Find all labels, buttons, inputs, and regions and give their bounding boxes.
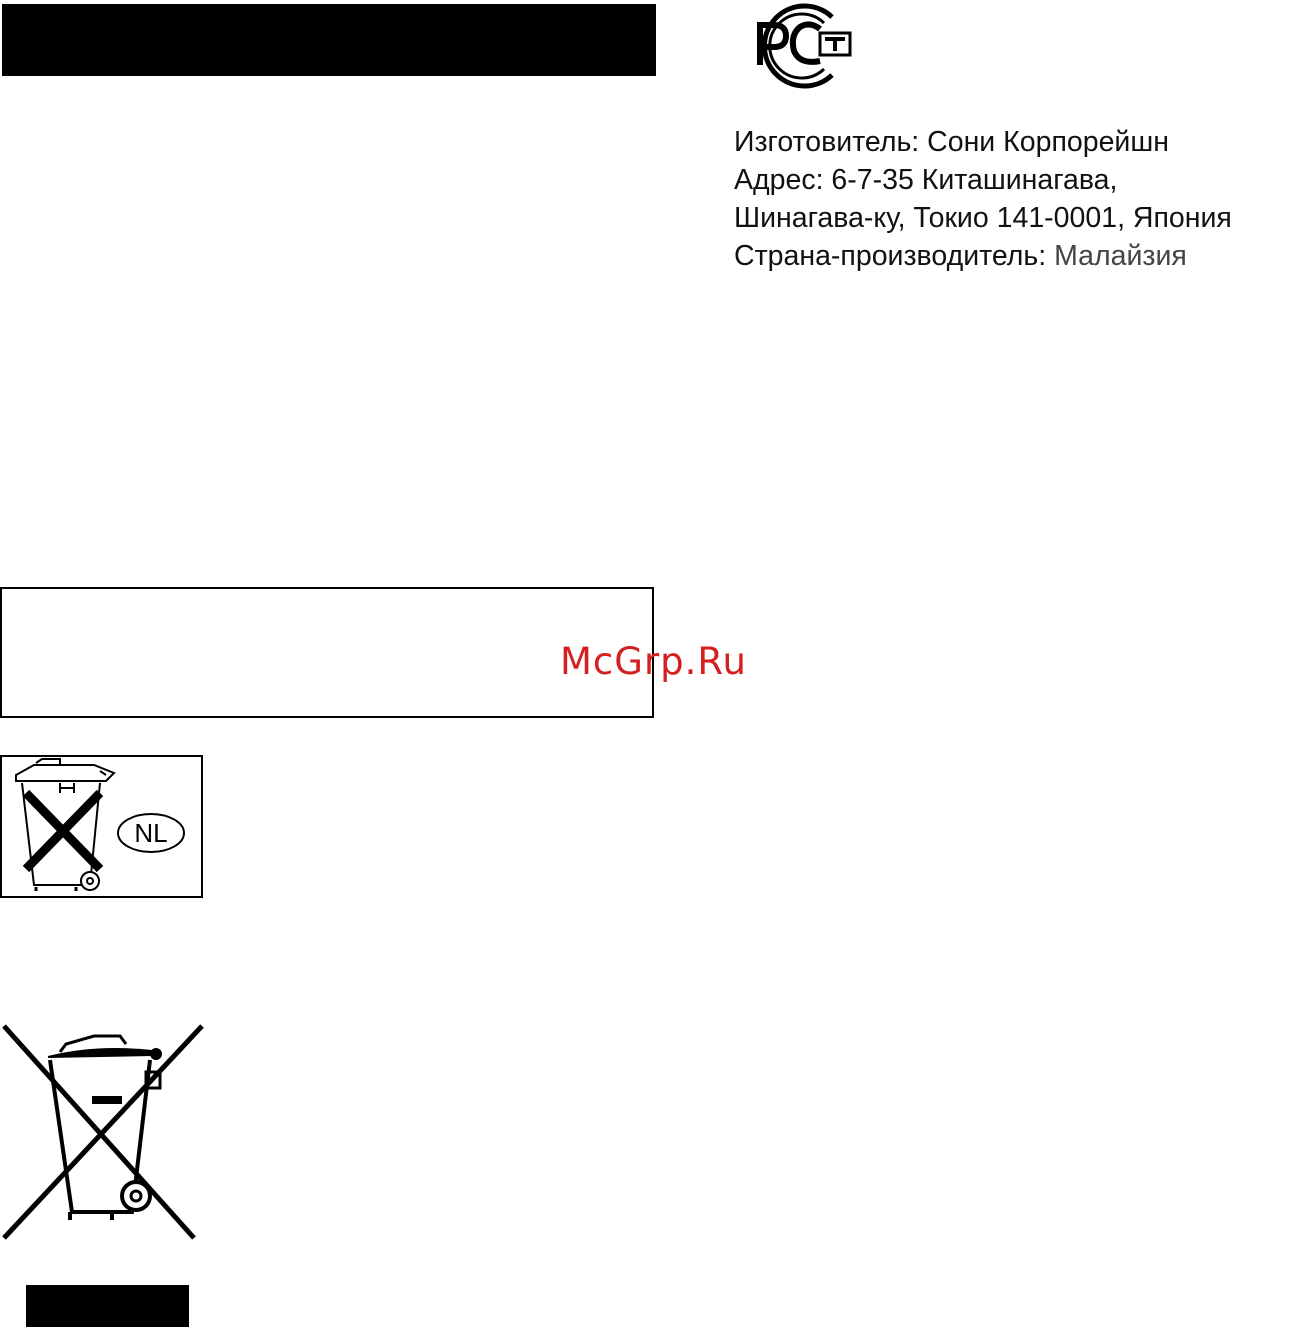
manufacturer-info [734, 123, 1232, 275]
nl-oval [116, 811, 186, 855]
watermark-text: McGrp.Ru [560, 640, 747, 683]
address-line: Адрес: 6-7-35 Киташинагава, [734, 164, 1118, 196]
weee-crossed-bin-icon [0, 1022, 206, 1244]
country-line [734, 237, 1232, 275]
country-value: Малайзия [1046, 240, 1187, 272]
header-black-bar [2, 4, 656, 76]
manufacturer-line: Изготовитель: Сони Корпорейшн [734, 126, 1169, 158]
notice-frame [0, 587, 654, 718]
nl-disposal-box [0, 755, 203, 898]
nl-label: NL [134, 818, 168, 848]
country-label: Страна-производитель: [734, 240, 1047, 272]
gost-r-certification-logo [734, 3, 858, 89]
address-line-2: Шинагава-ку, Токио 141-0001, Япония [734, 202, 1232, 234]
footer-black-bar [26, 1285, 189, 1327]
